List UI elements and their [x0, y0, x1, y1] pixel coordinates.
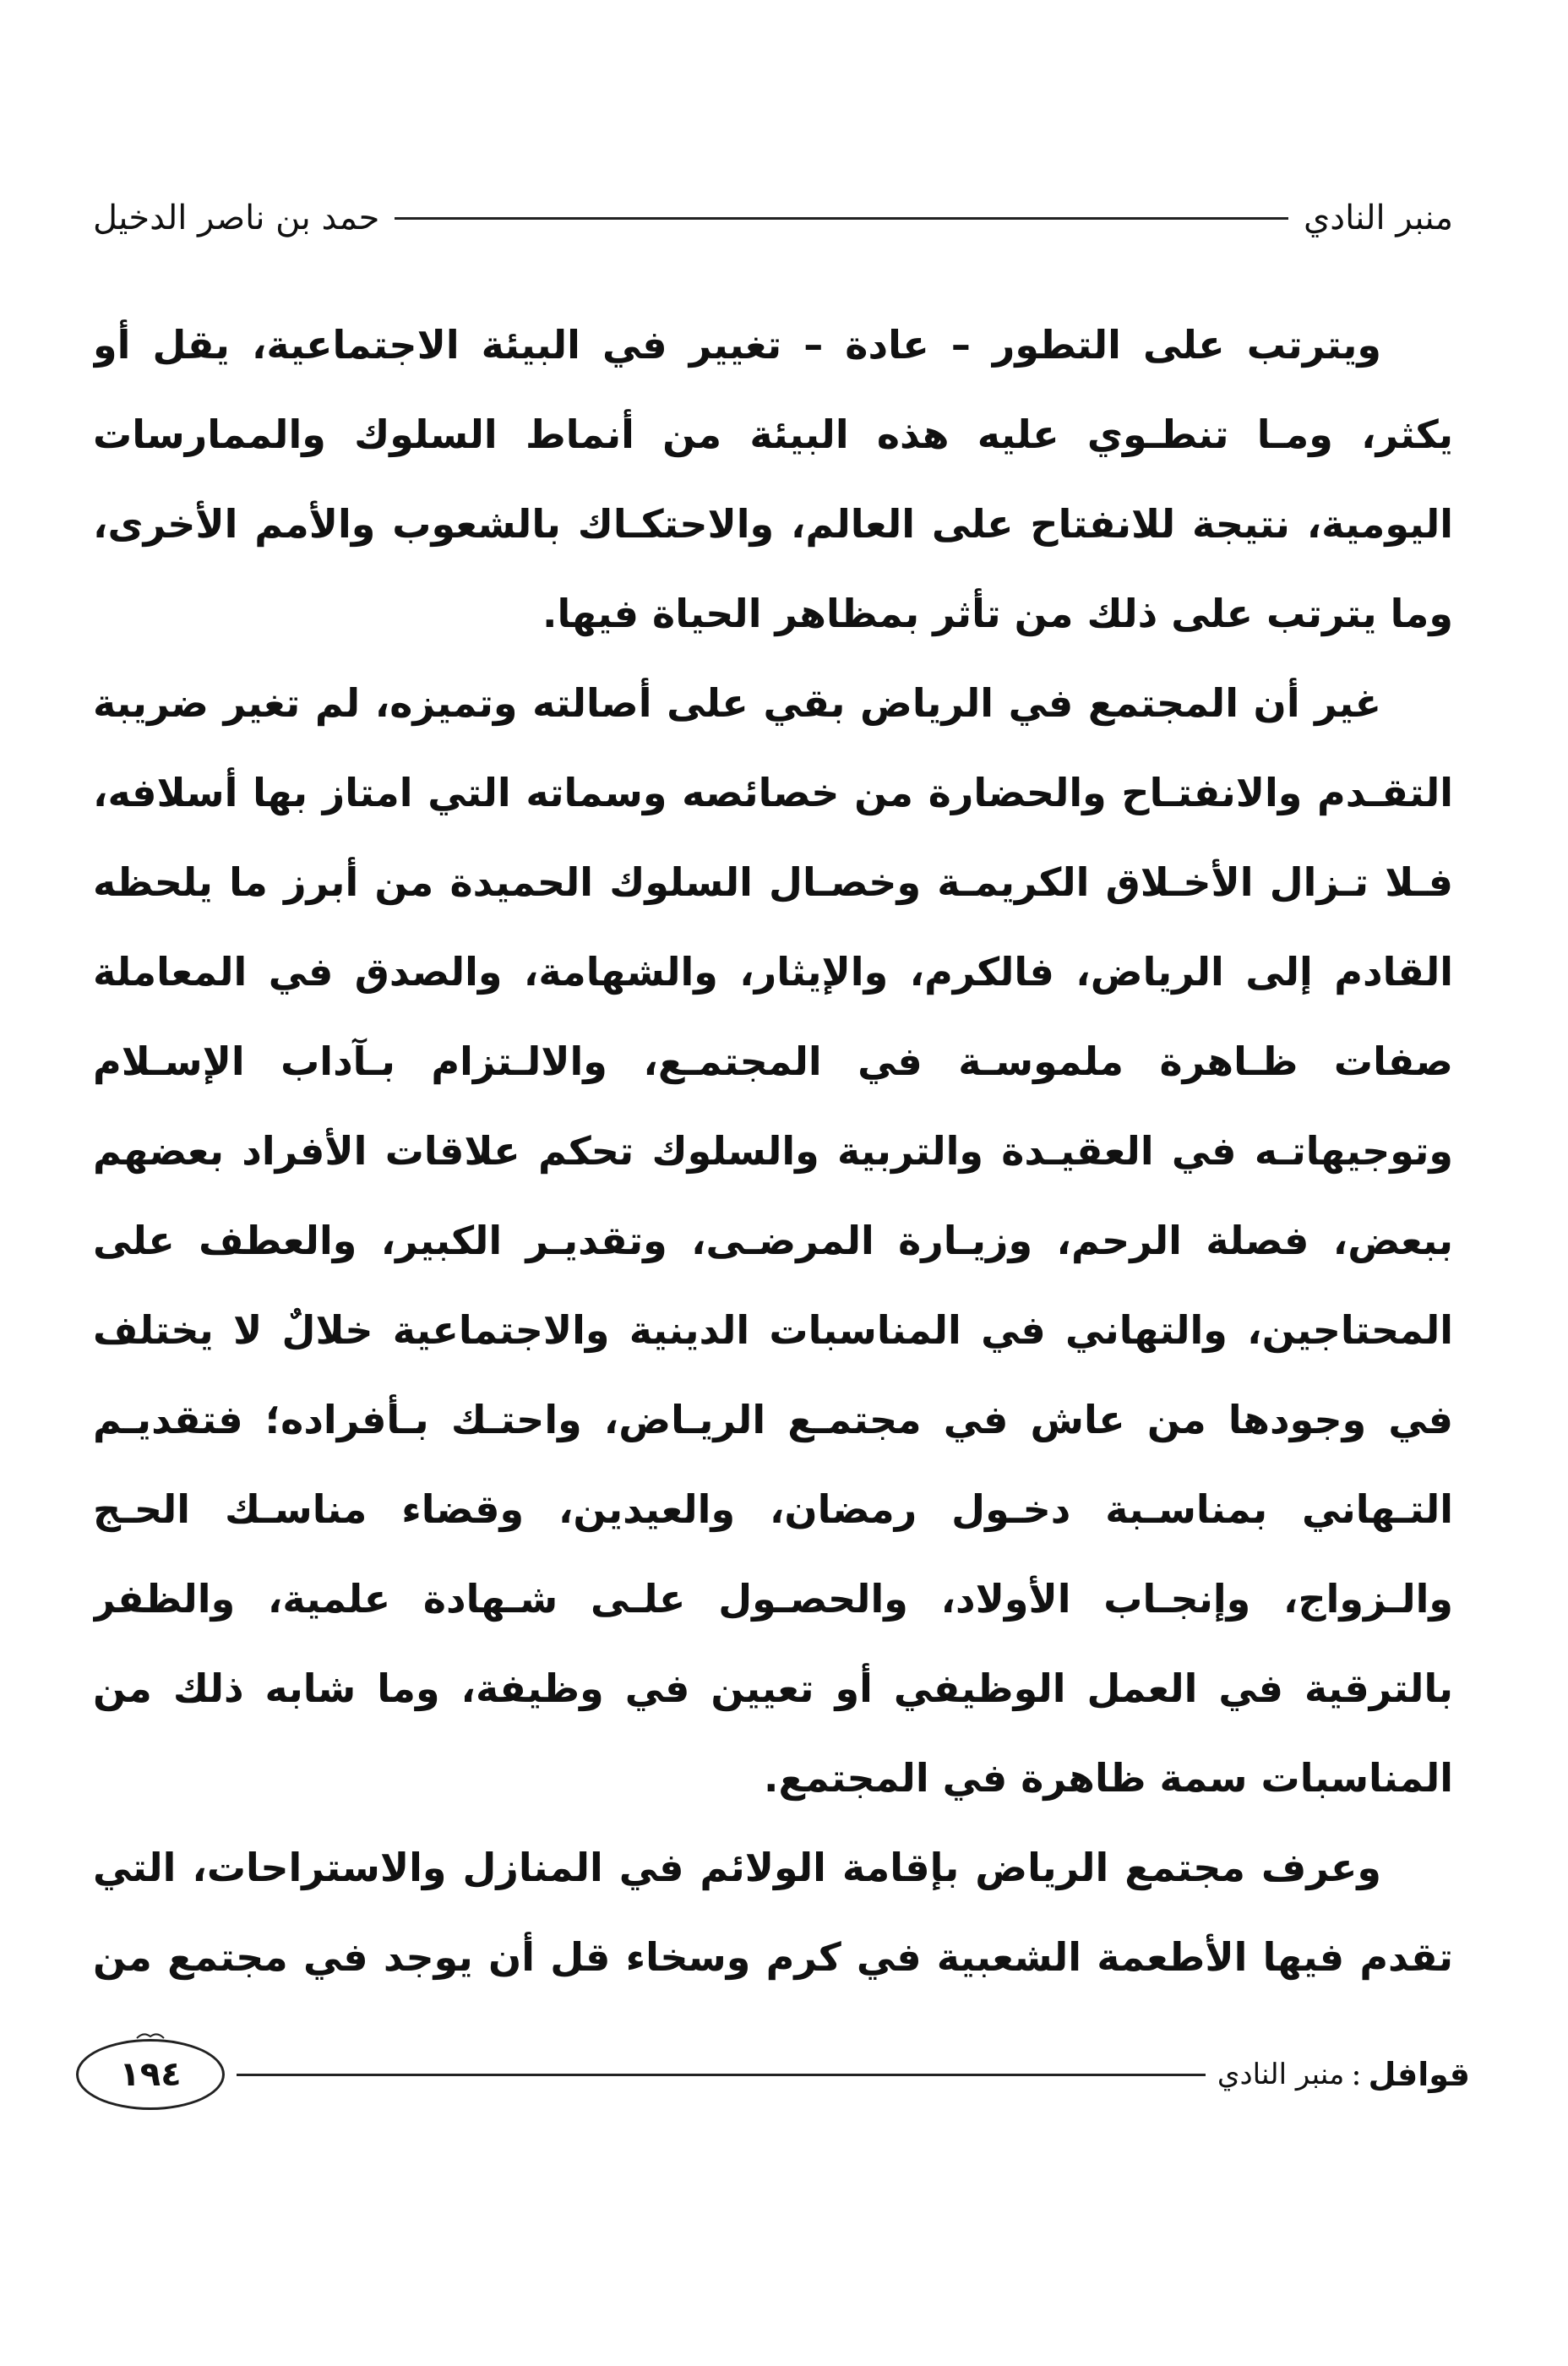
page-number-badge — [76, 2039, 225, 2110]
page-number: ١٩٤ — [119, 2055, 182, 2094]
paragraph: غير أن المجتمع في الرياض بقي على أصالته وتميزه، لم تغير ضريبة التقـدم والانفتـاح والحضارة من خصائصه وسماته التي امتاز بها أسلافه، فـلا تـزال الأخـلاق الكريمـة وخصـال السلوك الحميدة من أبرز ما يلحظه القادم إلى الرياض، فالكرم، والإيثار، والشهامة، والصدق في المعاملة صفات ظـاهرة ملموسـة في المجتمـع، والالـتزام بـآداب الإسـلام وتوجيهاتـه في العقيـدة والتربية والسلوك تحكم علاقات الأفراد بعضهم ببعض، فصلة الرحم، وزيـارة المرضـى، وتقديـر الكبير، والعطف على المحتاجين، والتهاني في المناسبات الدينية والاجتماعية خلالٌ لا يختلف في وجودها من عاش في مجتمـع الريـاض، واحتـك بـأفراده؛ فتقديـم التـهاني بمناسـبة دخـول رمضان، والعيدين، وقضاء مناسـك الحـج والـزواج، وإنجـاب الأولاد، والحصـول علـى شـهادة علمية، والظفر بالترقية في العمل الوظيفي أو تعيين في وظيفة، وما شابه ذلك من المناسبات سمة ظاهرة في المجتمع. — [93, 680, 1453, 1801]
paragraph: وعرف مجتمع الرياض بإقامة الولائم في المنازل والاستراحات، التي تقدم فيها الأطعمة الشعبية في كرم وسخاء قل أن يوجد في مجتمع من — [93, 1845, 1453, 1980]
header-author: حمد بن ناصر الدخيل — [93, 199, 380, 237]
footer-series: قوافل — [1368, 2056, 1470, 2093]
running-footer — [76, 2036, 1470, 2112]
running-header — [93, 184, 1453, 252]
footer-title: منبر النادي — [1217, 2058, 1345, 2091]
ornament-icon — [135, 2031, 166, 2040]
paragraph: ويترتب على التطور – عادة – تغيير في البيئة الاجتماعية، يقل أو يكثر، ومـا تنطـوي عليه هذه البيئة من أنماط السلوك والممارسات اليومية، نتيجة للانفتاح على العالم، والاحتكـاك بالشعوب والأمم الأخرى، وما يترتب على ذلك من تأثر بمظاهر الحياة فيها. — [93, 322, 1453, 636]
footer-rule — [237, 2074, 1206, 2076]
body-text — [93, 300, 1453, 2015]
header-title: منبر النادي — [1303, 199, 1453, 237]
footer-separator: : — [1351, 2057, 1362, 2092]
header-rule — [395, 217, 1288, 220]
